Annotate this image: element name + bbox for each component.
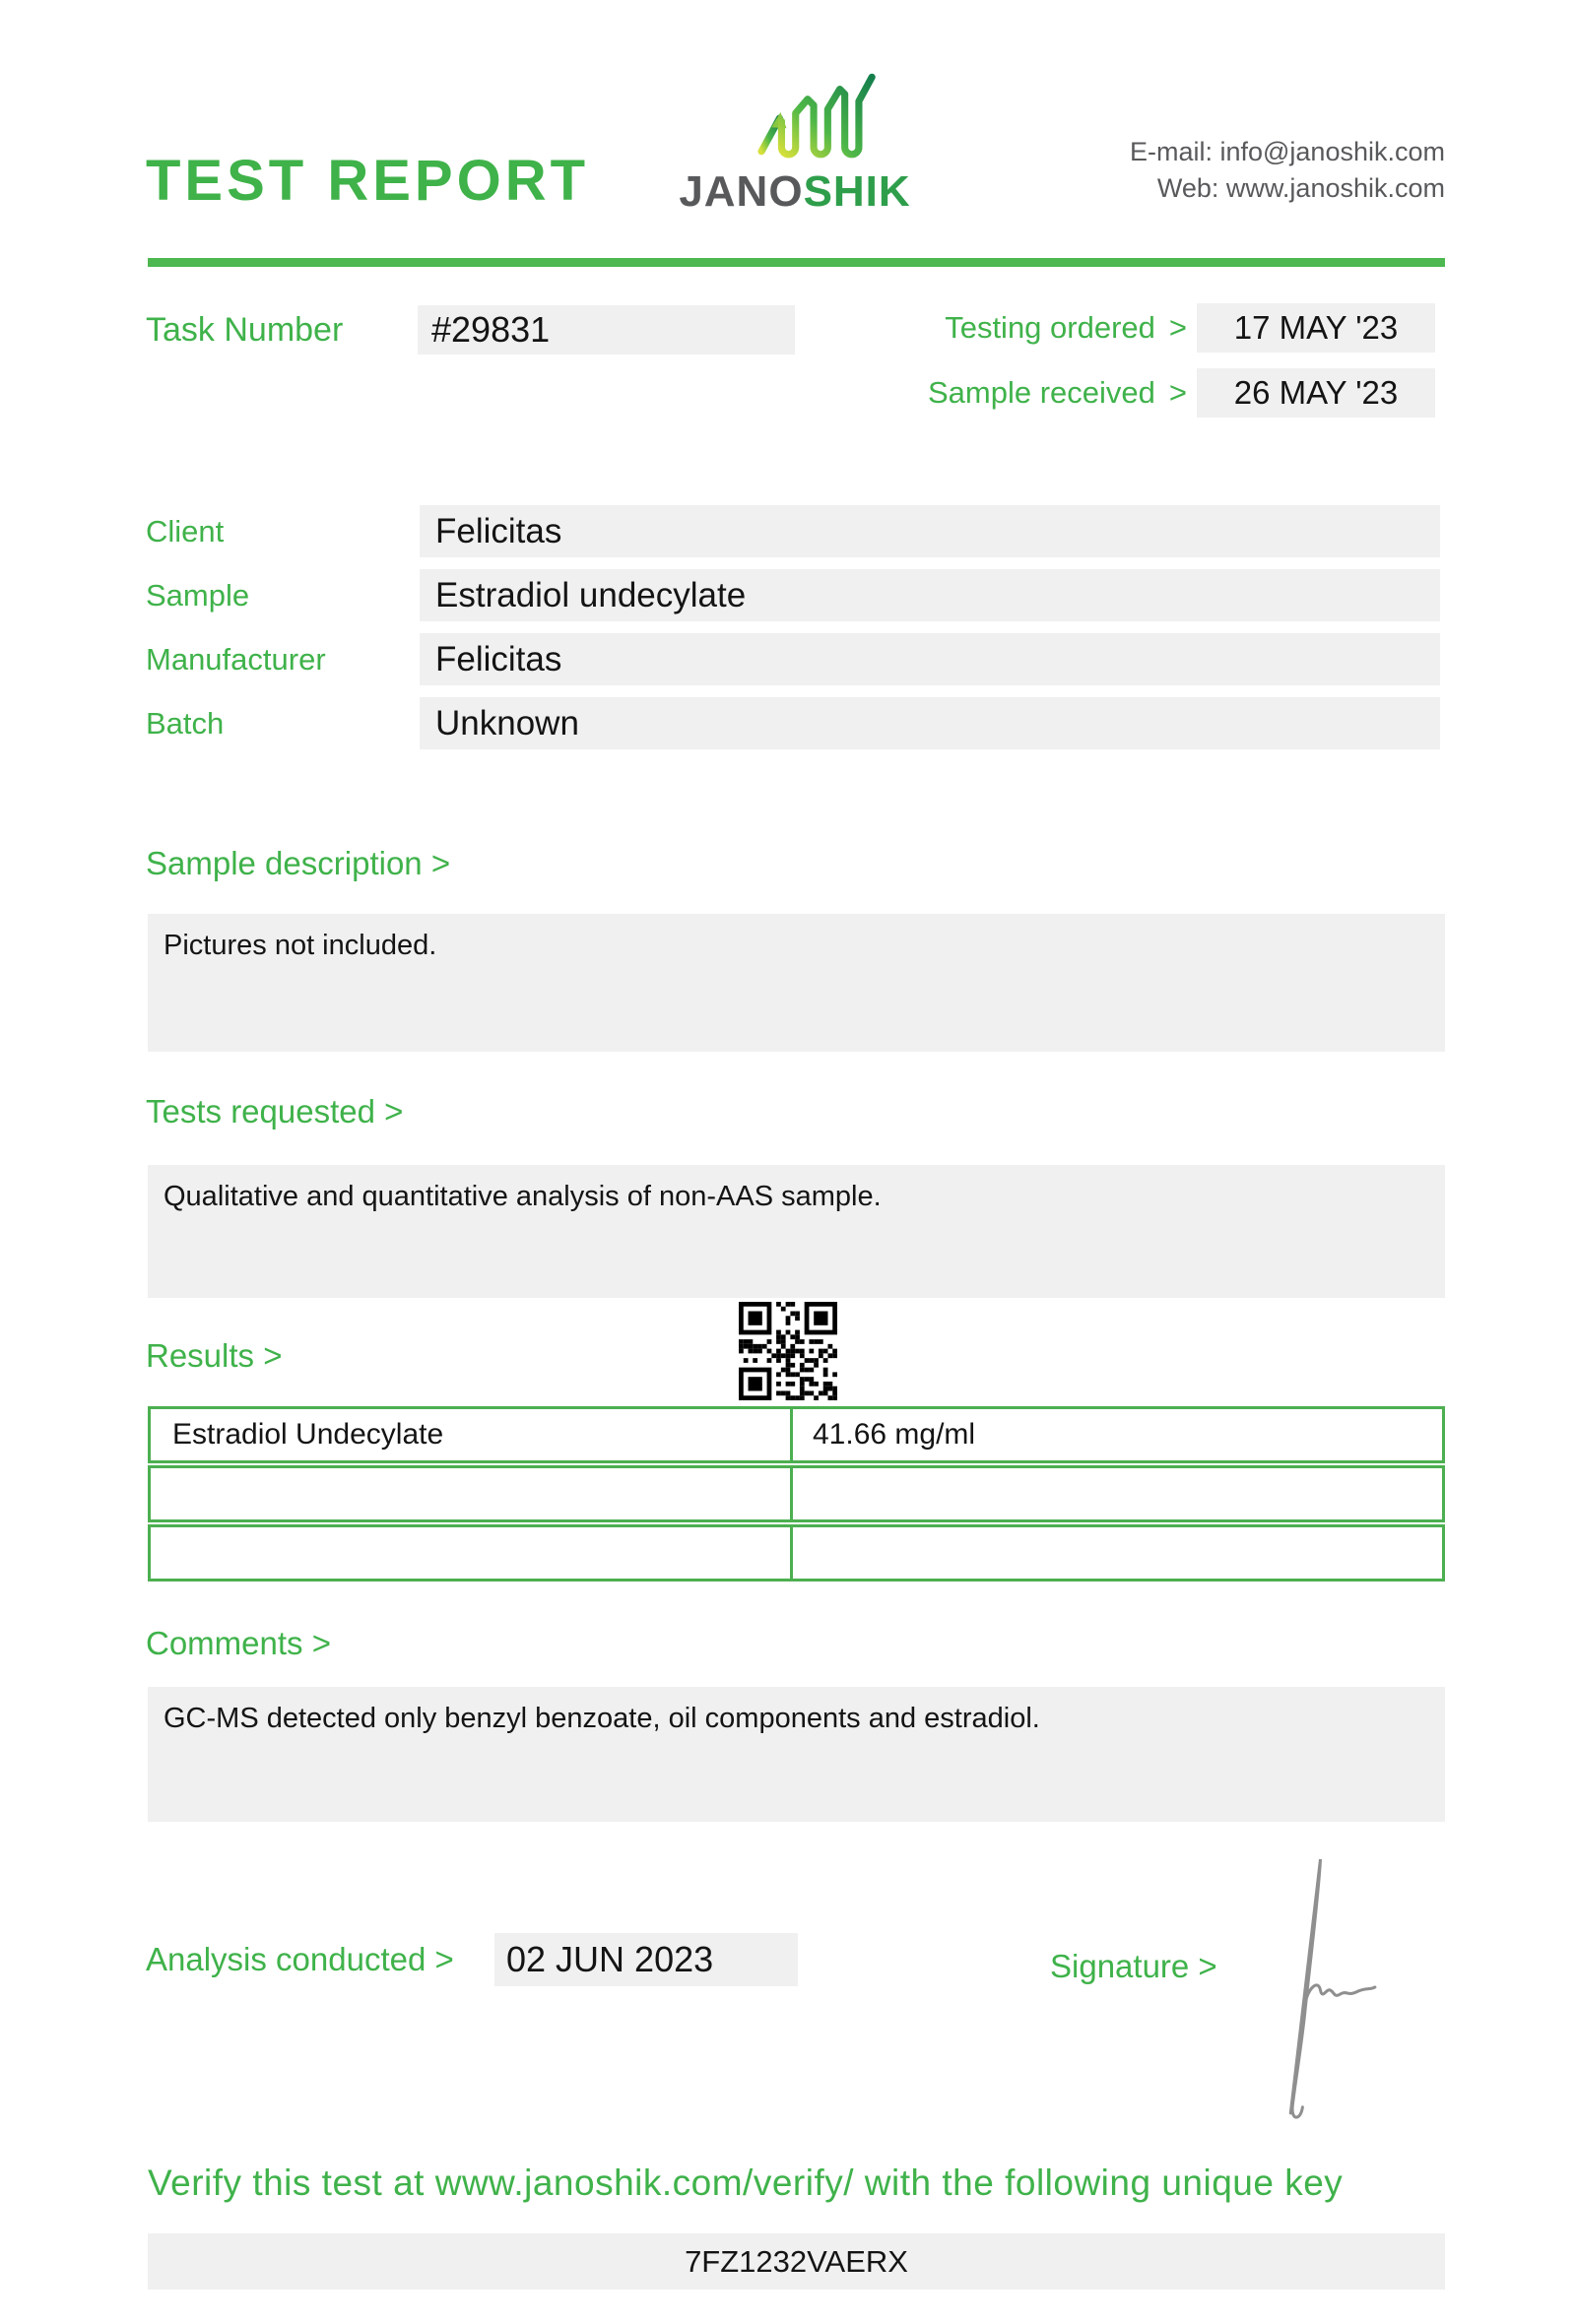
header-divider	[148, 258, 1445, 267]
analysis-date-value: 02 JUN 2023	[506, 1939, 714, 1979]
batch-box	[420, 697, 1440, 749]
page-title: TEST REPORT	[146, 149, 590, 213]
client-value: Felicitas	[435, 512, 562, 550]
client-row	[146, 505, 1440, 557]
sample-description-heading: Sample description >	[146, 845, 451, 881]
signature-label: Signature >	[1050, 1948, 1217, 1984]
logo-wordmark	[662, 167, 928, 217]
arrow-glyph: >	[1168, 310, 1187, 345]
results-table	[148, 1406, 1445, 1583]
results-heading: Results >	[146, 1337, 283, 1374]
web-line: Web: www.janoshik.com	[1156, 173, 1445, 203]
sample-description-box	[148, 914, 1445, 1052]
task-number-box	[418, 305, 795, 355]
sample-received-row	[867, 368, 1435, 418]
result-value-cell: 41.66 mg/ml	[813, 1418, 976, 1451]
comments-box	[148, 1687, 1445, 1822]
growth-chart-icon	[745, 61, 877, 165]
sample-description-text: Pictures not included.	[164, 930, 437, 961]
client-box	[420, 505, 1440, 557]
sample-row	[146, 569, 1440, 621]
tests-requested-text: Qualitative and quantitative analysis of non-AAS sample.	[164, 1181, 882, 1212]
arrow-glyph: >	[1168, 375, 1187, 410]
manufacturer-label: Manufacturer	[146, 642, 326, 677]
task-number-value: #29831	[431, 309, 551, 350]
batch-row	[146, 697, 1440, 749]
client-label: Client	[146, 514, 225, 549]
email-line: E-mail: info@janoshik.com	[1129, 137, 1445, 166]
tests-requested-box	[148, 1165, 1445, 1298]
table-row	[148, 1465, 1445, 1522]
sample-value: Estradiol undecylate	[435, 576, 747, 614]
testing-ordered-value: 17 MAY '23	[1233, 309, 1399, 346]
batch-value: Unknown	[435, 704, 579, 742]
manufacturer-row	[146, 633, 1440, 685]
table-row	[148, 1406, 1445, 1463]
result-name-cell	[151, 1468, 793, 1519]
sample-box	[420, 569, 1440, 621]
result-name-cell: Estradiol Undecylate	[151, 1409, 793, 1460]
comments-heading: Comments >	[146, 1625, 331, 1661]
result-value-cell	[793, 1527, 1442, 1579]
sample-label: Sample	[146, 578, 250, 613]
signature-image	[1261, 1849, 1379, 2135]
logo-shik: SHIK	[803, 167, 911, 216]
tests-requested-heading: Tests requested >	[146, 1093, 404, 1130]
task-number-label: Task Number	[146, 311, 344, 349]
analysis-conducted-row	[146, 1933, 798, 1986]
testing-ordered-label: Testing ordered	[945, 310, 1155, 345]
testing-ordered-box	[1197, 303, 1435, 353]
unique-key-value: 7FZ1232VAERX	[685, 2244, 908, 2279]
contact-block	[985, 134, 1445, 207]
comments-text: GC-MS detected only benzyl benzoate, oil components and estradiol.	[164, 1703, 1040, 1734]
logo-jano: JANO	[679, 167, 804, 216]
testing-ordered-row	[867, 303, 1435, 353]
sample-received-box	[1197, 368, 1435, 418]
sample-received-value: 26 MAY '23	[1233, 374, 1399, 411]
batch-label: Batch	[146, 706, 225, 741]
verify-instruction: Verify this test at www.janoshik.com/verify/ with the following unique key	[148, 2163, 1344, 2203]
manufacturer-value: Felicitas	[435, 640, 562, 678]
table-row	[148, 1524, 1445, 1582]
unique-key-box	[148, 2233, 1445, 2290]
analysis-date-box	[494, 1933, 798, 1986]
sample-received-label: Sample received	[927, 375, 1155, 410]
result-name-cell	[151, 1527, 793, 1579]
analysis-conducted-label: Analysis conducted >	[146, 1941, 454, 1977]
manufacturer-box	[420, 633, 1440, 685]
qr-code	[739, 1302, 837, 1400]
result-value-cell	[793, 1468, 1442, 1519]
